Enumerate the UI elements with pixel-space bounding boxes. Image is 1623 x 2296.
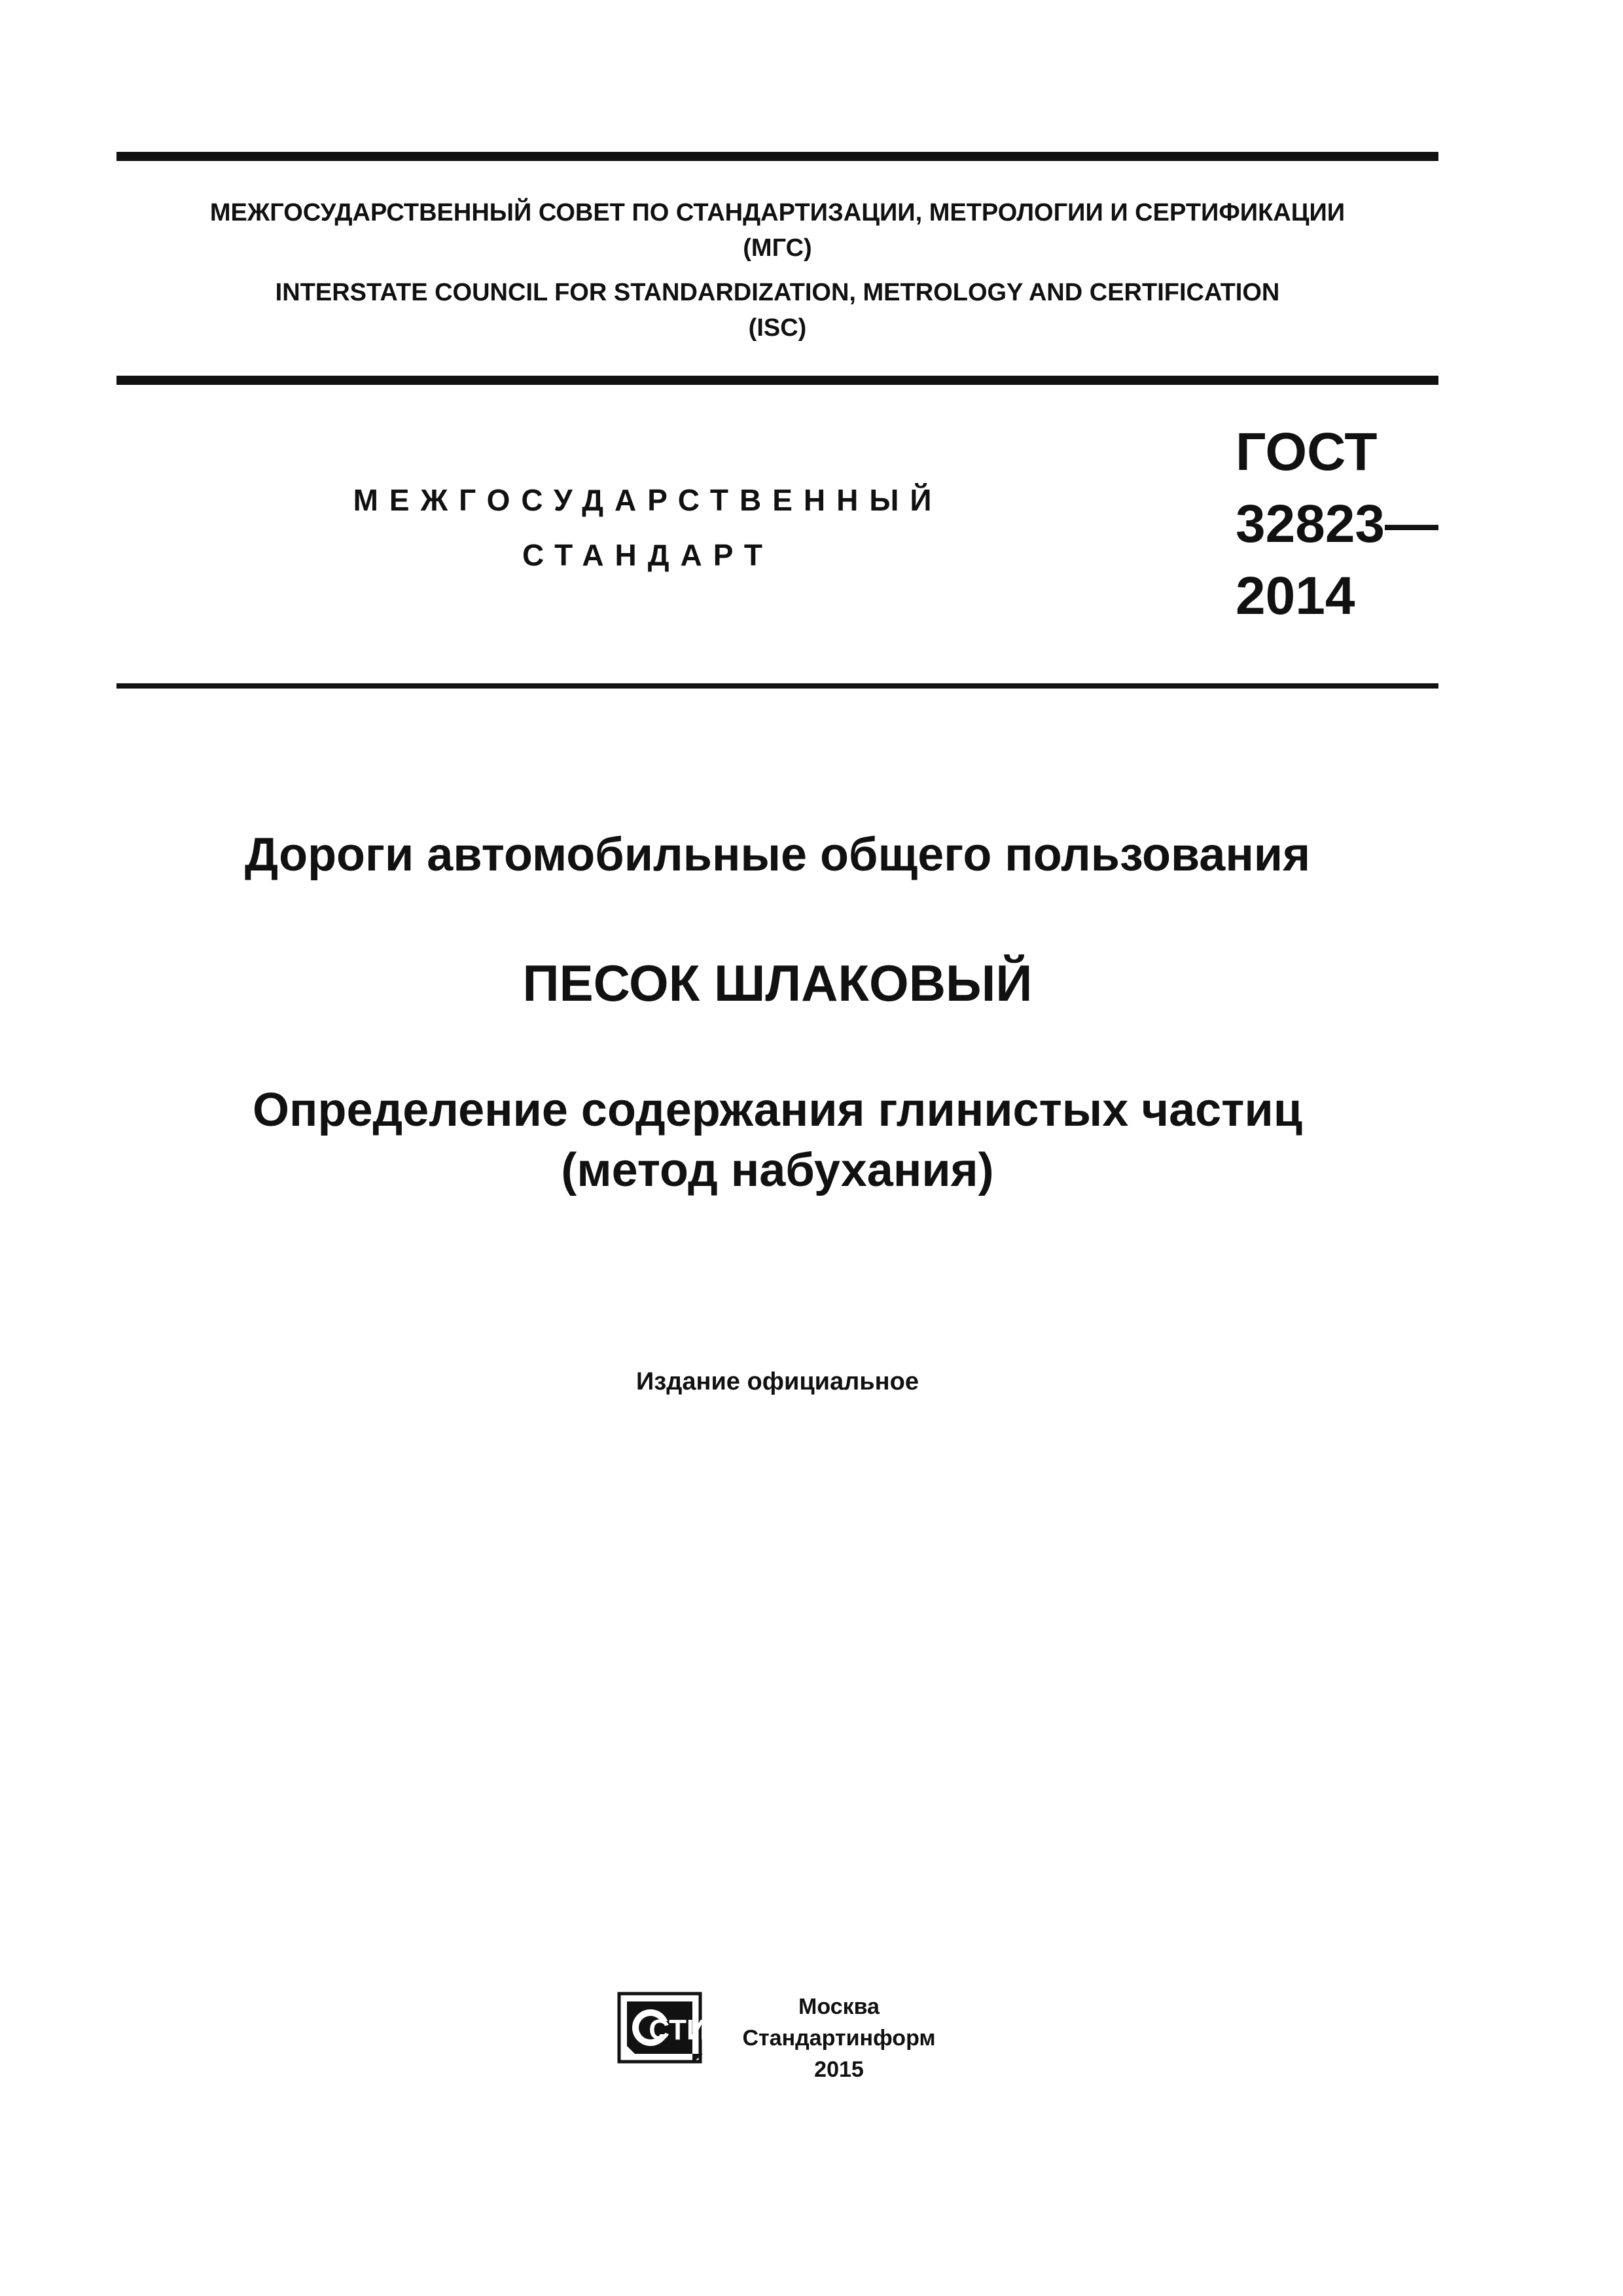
publisher-block xyxy=(728,1991,950,2085)
document-subtitle xyxy=(116,1080,1438,1200)
council-abbr-ru: (МГС) xyxy=(743,234,812,262)
publisher-year: 2015 xyxy=(814,2057,864,2082)
publisher-city: Москва xyxy=(798,1994,880,2019)
bottom-rule xyxy=(116,683,1438,689)
standard-type-line2: СТАНДАРТ xyxy=(522,538,774,572)
middle-rule xyxy=(116,376,1438,385)
standard-type xyxy=(327,473,969,583)
council-name-en xyxy=(116,275,1438,346)
gost-label: ГОСТ xyxy=(1236,422,1378,482)
gost-code: 32823— xyxy=(1236,494,1439,554)
document-main-title: ПЕСОК ШЛАКОВЫЙ xyxy=(522,954,1033,1012)
gost-year: 2014 xyxy=(1236,566,1355,626)
gost-number xyxy=(1236,416,1438,632)
standard-type-line1: МЕЖГОСУДАРСТВЕННЫЙ xyxy=(353,483,943,517)
document-domain-title: Дороги автомобильные общего пользования xyxy=(244,829,1311,881)
document-subtitle-line2: (метод набухания) xyxy=(561,1144,994,1196)
edition-label: Издание официальное xyxy=(636,1368,919,1395)
document-subtitle-line1: Определение содержания глинистых частиц xyxy=(253,1084,1302,1136)
council-name-ru xyxy=(116,195,1438,266)
council-name-ru-line: МЕЖГОСУДАРСТВЕННЫЙ СОВЕТ ПО СТАНДАРТИЗАЦИИ, МЕТРОЛОГИИ И СЕРТИФИКАЦИИ xyxy=(209,199,1346,226)
top-rule xyxy=(116,152,1438,161)
logo-text: СТИ xyxy=(649,2014,707,2046)
council-name-en-line: INTERSTATE COUNCIL FOR STANDARDIZATION, METROLOGY AND CERTIFICATION xyxy=(275,279,1280,306)
standartinform-logo-icon xyxy=(616,1990,708,2068)
council-abbr-en: (ISC) xyxy=(748,314,807,342)
publisher-name: Стандартинформ xyxy=(742,2026,936,2051)
